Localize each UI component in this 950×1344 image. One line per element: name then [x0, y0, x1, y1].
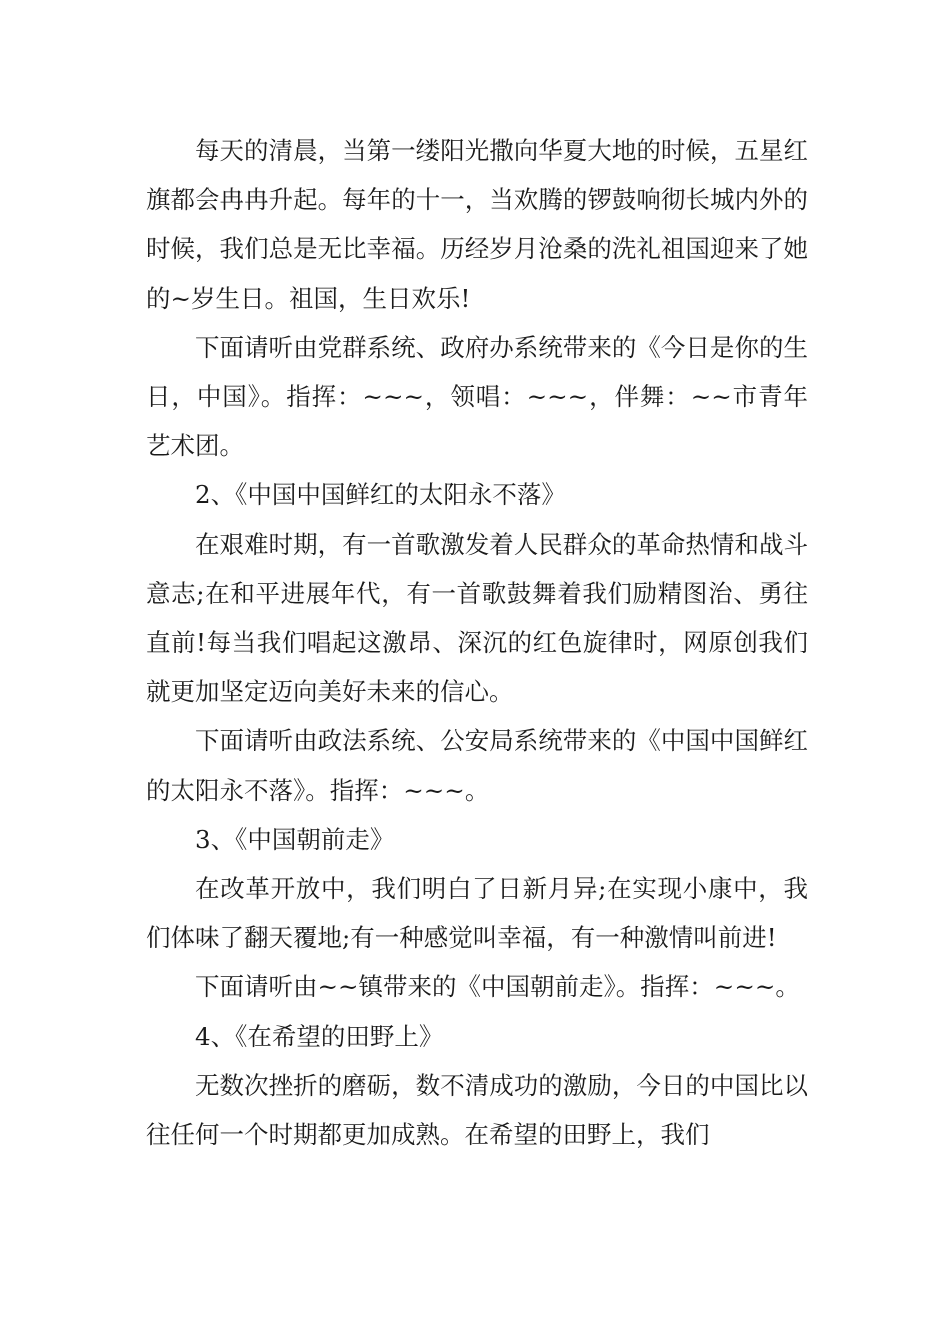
paragraph-2: 下面请听由党群系统、政府办系统带来的《今日是你的生日，中国》。指挥：~~~，领唱：~~~，伴舞：~~市青年艺术团。 — [146, 332, 808, 461]
paragraph-3: 在艰难时期，有一首歌激发着人民群众的革命热情和战斗意志;在和平进展年代，有一首歌鼓舞着我们励精图治、勇往直前!每当我们唱起这激昂、深沉的红色旋律时，网原创我们就更加坚定迈向美好未来的信心。 — [146, 529, 808, 707]
paragraph-1: 每天的清晨，当第一缕阳光撒向华夏大地的时候，五星红旗都会冉冉升起。每年的十一，当欢腾的锣鼓响彻长城内外的时候，我们总是无比幸福。历经岁月沧桑的洗礼祖国迎来了她的~岁生日。祖国，生日欢乐! — [146, 136, 808, 313]
section-heading-4: 4、《在希望的田野上》 — [195, 1021, 444, 1051]
paragraph-6: 下面请听由~~镇带来的《中国朝前走》。指挥：~~~。 — [195, 972, 800, 1002]
paragraph-4: 下面请听由政法系统、公安局系统带来的《中国中国鲜红的太阳永不落》。指挥：~~~。 — [146, 726, 808, 805]
paragraph-7: 无数次挫折的磨砺，数不清成功的激励，今日的中国比以往任何一个时期都更加成熟。在希望的田野上，我们 — [146, 1070, 808, 1150]
section-heading-2: 2、《中国中国鲜红的太阳永不落》 — [195, 480, 566, 510]
paragraph-5: 在改革开放中，我们明白了日新月异;在实现小康中，我们体味了翻天覆地;有一种感觉叫幸福，有一种激情叫前进! — [146, 874, 808, 953]
section-heading-3: 3、《中国朝前走》 — [195, 824, 395, 854]
document-body — [146, 126, 808, 1159]
